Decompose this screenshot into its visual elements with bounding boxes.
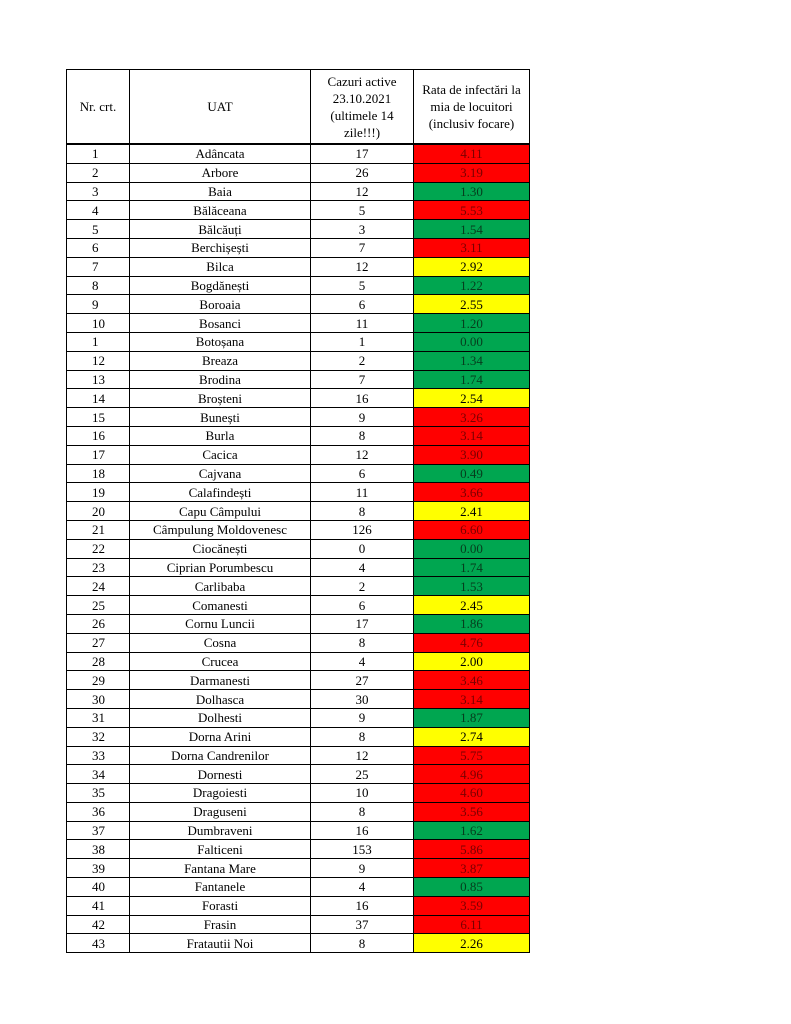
table-row	[67, 539, 530, 558]
cell-uat: Carlibaba	[130, 577, 311, 596]
table-row	[67, 633, 530, 652]
cell-active-cases: 2	[311, 351, 414, 370]
cell-nr: 8	[67, 276, 130, 295]
cell-active-cases: 25	[311, 765, 414, 784]
cell-active-cases: 6	[311, 295, 414, 314]
cell-uat: Dorna Candrenilor	[130, 746, 311, 765]
cell-infection-rate: 1.62	[414, 821, 530, 840]
table-row	[67, 408, 530, 427]
cell-active-cases: 5	[311, 276, 414, 295]
cell-nr: 25	[67, 596, 130, 615]
header-nr-crt: Nr. crt.	[67, 70, 130, 145]
table-row	[67, 671, 530, 690]
cell-uat: Câmpulung Moldovenesc	[130, 520, 311, 539]
cell-active-cases: 153	[311, 840, 414, 859]
cell-nr: 36	[67, 802, 130, 821]
table-row	[67, 859, 530, 878]
cell-infection-rate: 5.86	[414, 840, 530, 859]
cell-uat: Berchișești	[130, 238, 311, 257]
cell-uat: Dragoiesti	[130, 784, 311, 803]
cell-active-cases: 5	[311, 201, 414, 220]
table-row	[67, 896, 530, 915]
cell-infection-rate: 4.60	[414, 784, 530, 803]
cell-nr: 34	[67, 765, 130, 784]
cell-active-cases: 7	[311, 370, 414, 389]
cell-infection-rate: 4.11	[414, 144, 530, 163]
cell-nr: 14	[67, 389, 130, 408]
cell-active-cases: 4	[311, 558, 414, 577]
cell-active-cases: 6	[311, 596, 414, 615]
cell-infection-rate: 1.74	[414, 370, 530, 389]
cell-uat: Dornesti	[130, 765, 311, 784]
cell-active-cases: 0	[311, 539, 414, 558]
table-row	[67, 220, 530, 239]
cell-infection-rate: 2.55	[414, 295, 530, 314]
cell-uat: Fantanele	[130, 878, 311, 897]
table-row	[67, 314, 530, 333]
cell-infection-rate: 1.87	[414, 708, 530, 727]
cell-infection-rate: 2.41	[414, 502, 530, 521]
cell-nr: 21	[67, 520, 130, 539]
table-row	[67, 238, 530, 257]
cell-uat: Bosanci	[130, 314, 311, 333]
cell-uat: Breaza	[130, 351, 311, 370]
cell-infection-rate: 2.45	[414, 596, 530, 615]
cell-uat: Capu Câmpului	[130, 502, 311, 521]
table-row	[67, 276, 530, 295]
cell-uat: Crucea	[130, 652, 311, 671]
cell-uat: Darmanesti	[130, 671, 311, 690]
cell-nr: 7	[67, 257, 130, 276]
cell-infection-rate: 5.75	[414, 746, 530, 765]
table-row	[67, 765, 530, 784]
cell-infection-rate: 3.14	[414, 690, 530, 709]
cell-active-cases: 16	[311, 896, 414, 915]
cell-infection-rate: 2.26	[414, 934, 530, 953]
cell-infection-rate: 1.30	[414, 182, 530, 201]
cell-active-cases: 9	[311, 408, 414, 427]
cell-uat: Falticeni	[130, 840, 311, 859]
table-row	[67, 652, 530, 671]
table-row	[67, 614, 530, 633]
cell-uat: Fantana Mare	[130, 859, 311, 878]
table-row	[67, 370, 530, 389]
cell-infection-rate: 6.11	[414, 915, 530, 934]
cell-uat: Cacica	[130, 445, 311, 464]
cell-nr: 32	[67, 727, 130, 746]
table-row	[67, 332, 530, 351]
cell-active-cases: 8	[311, 802, 414, 821]
cell-infection-rate: 2.74	[414, 727, 530, 746]
table-row	[67, 840, 530, 859]
table-row	[67, 163, 530, 182]
cell-active-cases: 12	[311, 257, 414, 276]
cell-nr: 37	[67, 821, 130, 840]
cell-infection-rate: 1.20	[414, 314, 530, 333]
cell-nr: 3	[67, 182, 130, 201]
cell-nr: 9	[67, 295, 130, 314]
table-row	[67, 915, 530, 934]
cell-nr: 1	[67, 144, 130, 163]
cell-infection-rate: 2.54	[414, 389, 530, 408]
header-infection-rate: Rata de infectări la mia de locuitori (inclusiv focare)	[414, 70, 530, 145]
cell-nr: 18	[67, 464, 130, 483]
header-row	[67, 70, 530, 145]
cell-nr: 29	[67, 671, 130, 690]
cell-uat: Ciocănești	[130, 539, 311, 558]
cell-active-cases: 16	[311, 821, 414, 840]
table-header	[67, 70, 530, 145]
cell-active-cases: 4	[311, 652, 414, 671]
cell-nr: 17	[67, 445, 130, 464]
table-row	[67, 727, 530, 746]
cell-active-cases: 26	[311, 163, 414, 182]
cell-infection-rate: 1.74	[414, 558, 530, 577]
cell-active-cases: 17	[311, 614, 414, 633]
cell-infection-rate: 3.59	[414, 896, 530, 915]
table-row	[67, 934, 530, 953]
cell-active-cases: 11	[311, 483, 414, 502]
cell-nr: 28	[67, 652, 130, 671]
cell-uat: Ciprian Porumbescu	[130, 558, 311, 577]
cell-uat: Cornu Luncii	[130, 614, 311, 633]
cell-nr: 6	[67, 238, 130, 257]
cell-active-cases: 8	[311, 934, 414, 953]
table-row	[67, 295, 530, 314]
table-row	[67, 577, 530, 596]
table-row	[67, 201, 530, 220]
cell-active-cases: 10	[311, 784, 414, 803]
cell-active-cases: 17	[311, 144, 414, 163]
table-row	[67, 389, 530, 408]
table-row	[67, 520, 530, 539]
cell-active-cases: 8	[311, 633, 414, 652]
cell-nr: 27	[67, 633, 130, 652]
cell-uat: Arbore	[130, 163, 311, 182]
cell-nr: 2	[67, 163, 130, 182]
cell-uat: Botoșana	[130, 332, 311, 351]
table-row	[67, 690, 530, 709]
cell-active-cases: 9	[311, 859, 414, 878]
cell-active-cases: 7	[311, 238, 414, 257]
cell-active-cases: 9	[311, 708, 414, 727]
cell-infection-rate: 5.53	[414, 201, 530, 220]
cell-active-cases: 8	[311, 727, 414, 746]
cell-uat: Bălăceana	[130, 201, 311, 220]
cell-infection-rate: 1.86	[414, 614, 530, 633]
cell-infection-rate: 1.22	[414, 276, 530, 295]
cell-nr: 13	[67, 370, 130, 389]
cell-infection-rate: 3.56	[414, 802, 530, 821]
table-row	[67, 802, 530, 821]
cell-infection-rate: 3.19	[414, 163, 530, 182]
cell-infection-rate: 2.00	[414, 652, 530, 671]
table-row	[67, 426, 530, 445]
cell-uat: Calafindești	[130, 483, 311, 502]
cell-uat: Fratautii Noi	[130, 934, 311, 953]
cell-active-cases: 6	[311, 464, 414, 483]
cell-infection-rate: 1.53	[414, 577, 530, 596]
cell-active-cases: 126	[311, 520, 414, 539]
cell-nr: 40	[67, 878, 130, 897]
cell-active-cases: 37	[311, 915, 414, 934]
cell-uat: Boroaia	[130, 295, 311, 314]
cell-infection-rate: 3.26	[414, 408, 530, 427]
table-row	[67, 784, 530, 803]
table-row	[67, 464, 530, 483]
table-body	[67, 144, 530, 953]
cell-nr: 16	[67, 426, 130, 445]
table-row	[67, 746, 530, 765]
cell-nr: 26	[67, 614, 130, 633]
table-row	[67, 708, 530, 727]
cell-nr: 43	[67, 934, 130, 953]
cell-infection-rate: 0.85	[414, 878, 530, 897]
table-row	[67, 483, 530, 502]
cell-nr: 12	[67, 351, 130, 370]
cell-active-cases: 4	[311, 878, 414, 897]
table-row	[67, 558, 530, 577]
cell-uat: Forasti	[130, 896, 311, 915]
cell-infection-rate: 3.87	[414, 859, 530, 878]
cell-uat: Bălcăuți	[130, 220, 311, 239]
cell-nr: 30	[67, 690, 130, 709]
cell-uat: Burla	[130, 426, 311, 445]
cell-nr: 20	[67, 502, 130, 521]
cell-uat: Comanesti	[130, 596, 311, 615]
header-active-cases: Cazuri active 23.10.2021 (ultimele 14 zile!!!)	[311, 70, 414, 145]
cell-uat: Frasin	[130, 915, 311, 934]
cell-nr: 33	[67, 746, 130, 765]
cell-infection-rate: 3.66	[414, 483, 530, 502]
cell-uat: Cosna	[130, 633, 311, 652]
cell-infection-rate: 1.34	[414, 351, 530, 370]
cell-infection-rate: 0.00	[414, 332, 530, 351]
cell-nr: 22	[67, 539, 130, 558]
cell-uat: Dolhesti	[130, 708, 311, 727]
cell-uat: Adâncata	[130, 144, 311, 163]
cell-active-cases: 27	[311, 671, 414, 690]
cell-infection-rate: 0.00	[414, 539, 530, 558]
cell-infection-rate: 3.11	[414, 238, 530, 257]
cell-nr: 38	[67, 840, 130, 859]
cell-nr: 35	[67, 784, 130, 803]
table-row	[67, 351, 530, 370]
cell-uat: Broșteni	[130, 389, 311, 408]
cell-active-cases: 8	[311, 502, 414, 521]
cell-infection-rate: 3.46	[414, 671, 530, 690]
cell-uat: Bunești	[130, 408, 311, 427]
cell-active-cases: 30	[311, 690, 414, 709]
table-row	[67, 596, 530, 615]
cell-nr: 24	[67, 577, 130, 596]
cell-active-cases: 16	[311, 389, 414, 408]
cell-nr: 15	[67, 408, 130, 427]
cell-uat: Dorna Arini	[130, 727, 311, 746]
cell-nr: 39	[67, 859, 130, 878]
cell-uat: Dumbraveni	[130, 821, 311, 840]
infection-rate-table	[66, 69, 530, 953]
cell-infection-rate: 1.54	[414, 220, 530, 239]
cell-infection-rate: 3.90	[414, 445, 530, 464]
cell-active-cases: 2	[311, 577, 414, 596]
table-row	[67, 821, 530, 840]
cell-nr: 31	[67, 708, 130, 727]
table-row	[67, 878, 530, 897]
cell-infection-rate: 2.92	[414, 257, 530, 276]
cell-infection-rate: 6.60	[414, 520, 530, 539]
cell-nr: 4	[67, 201, 130, 220]
cell-active-cases: 12	[311, 746, 414, 765]
cell-nr: 1	[67, 332, 130, 351]
cell-infection-rate: 0.49	[414, 464, 530, 483]
cell-infection-rate: 3.14	[414, 426, 530, 445]
cell-uat: Brodina	[130, 370, 311, 389]
cell-uat: Bilca	[130, 257, 311, 276]
cell-nr: 23	[67, 558, 130, 577]
table-row	[67, 182, 530, 201]
cell-nr: 41	[67, 896, 130, 915]
cell-uat: Cajvana	[130, 464, 311, 483]
table-row	[67, 445, 530, 464]
cell-active-cases: 1	[311, 332, 414, 351]
cell-nr: 19	[67, 483, 130, 502]
header-uat: UAT	[130, 70, 311, 145]
cell-uat: Dolhasca	[130, 690, 311, 709]
cell-infection-rate: 4.76	[414, 633, 530, 652]
cell-nr: 5	[67, 220, 130, 239]
table-row	[67, 257, 530, 276]
cell-active-cases: 8	[311, 426, 414, 445]
cell-active-cases: 12	[311, 182, 414, 201]
cell-active-cases: 12	[311, 445, 414, 464]
cell-infection-rate: 4.96	[414, 765, 530, 784]
cell-uat: Baia	[130, 182, 311, 201]
cell-nr: 10	[67, 314, 130, 333]
cell-active-cases: 11	[311, 314, 414, 333]
table-row	[67, 502, 530, 521]
cell-uat: Bogdănești	[130, 276, 311, 295]
cell-uat: Draguseni	[130, 802, 311, 821]
table-row	[67, 144, 530, 163]
cell-nr: 42	[67, 915, 130, 934]
cell-active-cases: 3	[311, 220, 414, 239]
